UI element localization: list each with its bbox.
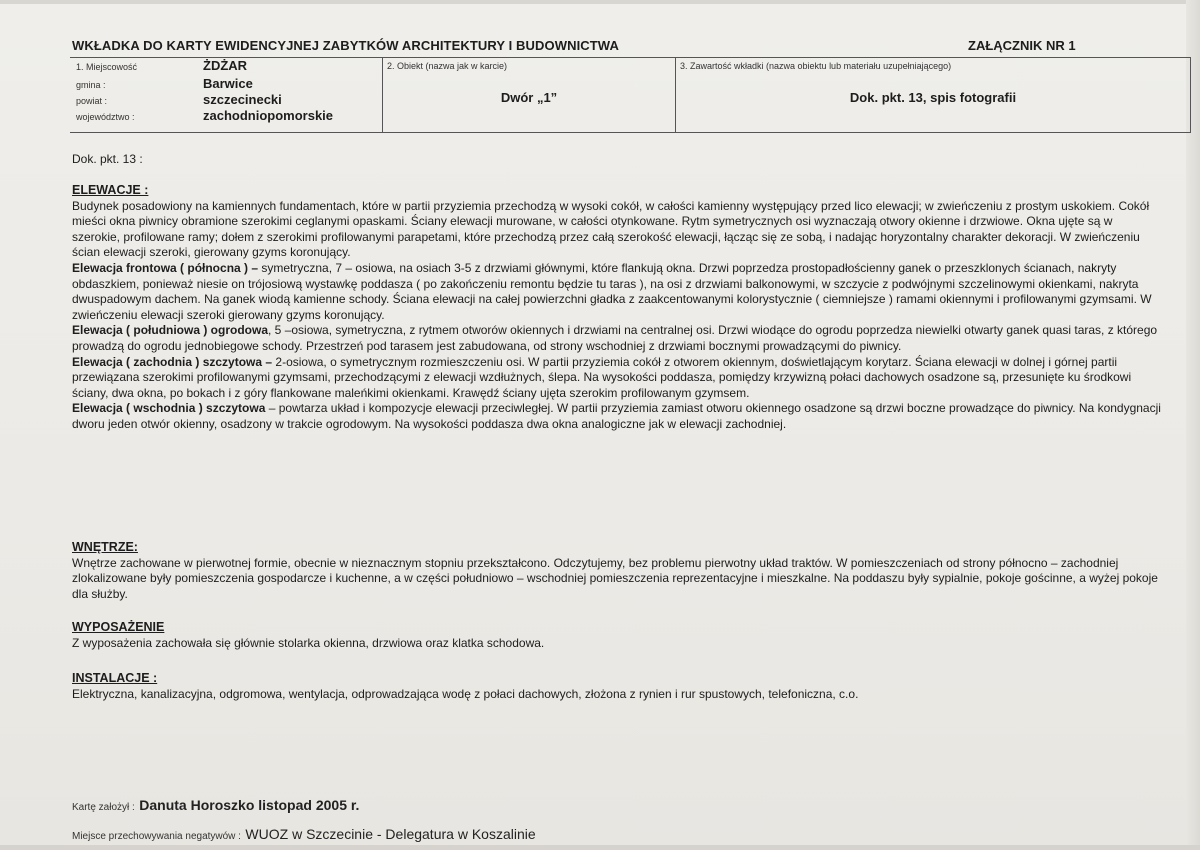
elewacje-heading: ELEWACJE : xyxy=(72,183,149,197)
powiat-value: szczecinecki xyxy=(203,92,282,107)
author-line xyxy=(72,797,359,815)
voivodeship-value: zachodniopomorskie xyxy=(203,108,334,123)
document-reference: Dok. pkt. 13 : xyxy=(72,152,143,166)
attachment-number: ZAŁĄCZNIK NR 1 xyxy=(968,38,1076,53)
elewacje-intro: Budynek posadowiony na kamiennych fundamentach, które w partii przyziemia przechodzą w wysoki cokół, w całości kamienny występujący przed lico elewacji; w zwieńczeniu z prostym uskokiem. Cokół mieści okna piwnicy obramione szerokimi ceglanymi opaskami. Ściany elewacji murowane, w całości otynkowane. Rytm symetrycznych osi wyznaczają otwory okienne i drzwiowe. Okna ujęte są w szerokie, profilowane ramy; dołem z szerokimi profilowanymi parapetami, które przechodzą przez całą szerokość elewacji, łącząc się ze sobą, i nadając horyzontalny charakter dekoracji. W zwieńczeniu ścian elewacji szeroki, gierowany gzyms koronujący. xyxy=(72,198,1150,260)
section-elewacje xyxy=(72,183,1162,433)
header-table xyxy=(70,57,1191,133)
paper-edge-bottom xyxy=(0,845,1200,850)
section-wyposazenie xyxy=(72,620,1162,651)
contents-label: 3. Zawartość wkładki (nazwa obiektu lub materiału uzupełniającego) xyxy=(680,61,952,71)
instalacje-heading: INSTALACJE : xyxy=(72,671,158,685)
west-elevation-text: 2-osiowa, o symetrycznym rozmieszczeniu osi. W partii przyziemia cokół z otworem okiennym, doświetlającym korytarz. Ściana elewacji w dolnej i górnej partii przewiązana szerokimi profilowanymi gzymsami, przechodzącymi z elewacji wzdłużnych, ślepa. Na wysokości poddasza, pomiędzy krzywizną połaci dachowych osadzone są, przesunięte ku środkowi ściany, dwa okna, po bokach i z góry flankowane maleńkimi okienkami. Krawędź ściany ujęta szerokim profilowanym gzymsem. xyxy=(72,354,1132,400)
wyposazenie-text: Z wyposażenia zachowała się głównie stolarka okienna, drzwiowa oraz klatka schodowa. xyxy=(72,635,545,650)
storage-label: Miejsce przechowywania negatywów : xyxy=(72,831,241,842)
storage-line xyxy=(72,826,536,844)
front-elevation-paragraph xyxy=(72,261,1162,323)
wnetrze-heading: WNĘTRZE: xyxy=(72,540,138,554)
gmina-value: Barwice xyxy=(203,76,253,91)
wnetrze-text: Wnętrze zachowane w pierwotnej formie, obecnie w nieznacznym stopniu przekształcono. Odczytujemy, bez problemu pierwotny układ traktów. W pomieszczeniach od strony północno – zachodniej zlokalizowane były pomieszczenia gospodarcze i kuchenne, a w części południowo – wschodniej pomieszczenia reprezentacyjne i mieszkalne. Na poddaszu były sypialnie, pokoje gościnne, a wyżej pokoje dla służby. xyxy=(72,555,1158,601)
wyposazenie-heading: WYPOSAŻENIE xyxy=(72,620,165,634)
front-elevation-text: symetryczna, 7 – osiowa, na osiach 3-5 z drzwiami głównymi, które flankują okna. Drzwi poprzedza prostopadłościenny ganek o przeszklonych ścianach, nakryty obdaszkiem, ponieważ niesie on trójosiową wystawkę poddasza ( po zakończeniu remontu będzie tu taras ), na osi z drzwiami balkonowymi, w szczycie z podwójnymi szczelinowymi okienkami, nakryta dwuspadowym dachem. Na ganek wiodą kamienne schody. Ściana elewacji na całej powierzchni gładka z zaakcentowanymi kolorystycznie ( ciemniejsze ) ramami okiennymi i profilowanymi gzymsami. W zwieńczeniu elewacji szeroki gierowany gzyms koronujący. xyxy=(72,260,1152,322)
east-elevation-heading: Elewacja ( wschodnia ) szczytowa xyxy=(72,401,266,416)
voivodeship-label: województwo : xyxy=(76,112,135,122)
gmina-label: gmina : xyxy=(76,80,106,90)
form-title: WKŁADKA DO KARTY EWIDENCYJNEJ ZABYTKÓW ARCHITEKTURY I BUDOWNICTWA xyxy=(72,38,619,53)
object-label: 2. Obiekt (nazwa jak w karcie) xyxy=(387,61,508,71)
south-elevation-paragraph xyxy=(72,323,1162,354)
east-elevation-text: – powtarza układ i kompozycje elewacji przeciwległej. W partii przyziemia zamiast otworu okiennego osadzone są drzwi boczne prowadzące do piwnicy. Na kondygnacji dworu jeden otwór okienny, osadzony w trakcie ogrodowym. Na wysokości poddasza dwa okna analogiczne jak w elewacji zachodniej. xyxy=(72,401,1161,431)
south-elevation-heading: Elewacja ( południowa ) ogrodowa xyxy=(72,323,269,338)
place-label: 1. Miejscowość xyxy=(76,62,138,72)
location-cell xyxy=(70,58,383,132)
front-elevation-heading: Elewacja frontowa ( północna ) – xyxy=(72,260,259,275)
storage-value: WUOZ w Szczecinie - Delegatura w Koszalinie xyxy=(245,826,536,842)
object-cell xyxy=(383,58,676,132)
south-elevation-text: , 5 –osiowa, symetryczna, z rytmem otworów okiennych i drzwiami na centralnej osi. Drzwi wiodące do ogrodu poprzedza niewielki otwarty ganek quasi taras, z którego prowadzą do ogrodu jednobiegowe schody. Przestrzeń pod tarasem jest zabudowana, od strony wschodniej z drzwiami bocznymi prowadzącymi do piwnicy. xyxy=(72,323,1158,353)
west-elevation-paragraph xyxy=(72,355,1162,402)
section-instalacje xyxy=(72,671,1162,702)
east-elevation-paragraph xyxy=(72,401,1162,432)
author-label: Kartę założył : xyxy=(72,802,135,813)
contents-value: Dok. pkt. 13, spis fotografii xyxy=(849,90,1017,105)
instalacje-text: Elektryczna, kanalizacyjna, odgromowa, wentylacja, odprowadzająca wodę z połaci dachowych, złożona z rynien i rur spustowych, telefoniczna, c.o. xyxy=(72,686,859,701)
powiat-label: powiat : xyxy=(76,96,108,106)
place-value: ŻDŻAR xyxy=(203,58,248,73)
west-elevation-heading: Elewacja ( zachodnia ) szczytowa – xyxy=(72,354,273,369)
contents-cell xyxy=(676,58,1190,132)
paper-edge-top xyxy=(0,0,1200,4)
object-value: Dwór „1” xyxy=(500,90,558,105)
author-value: Danuta Horoszko listopad 2005 r. xyxy=(139,797,360,813)
section-wnetrze xyxy=(72,540,1162,602)
